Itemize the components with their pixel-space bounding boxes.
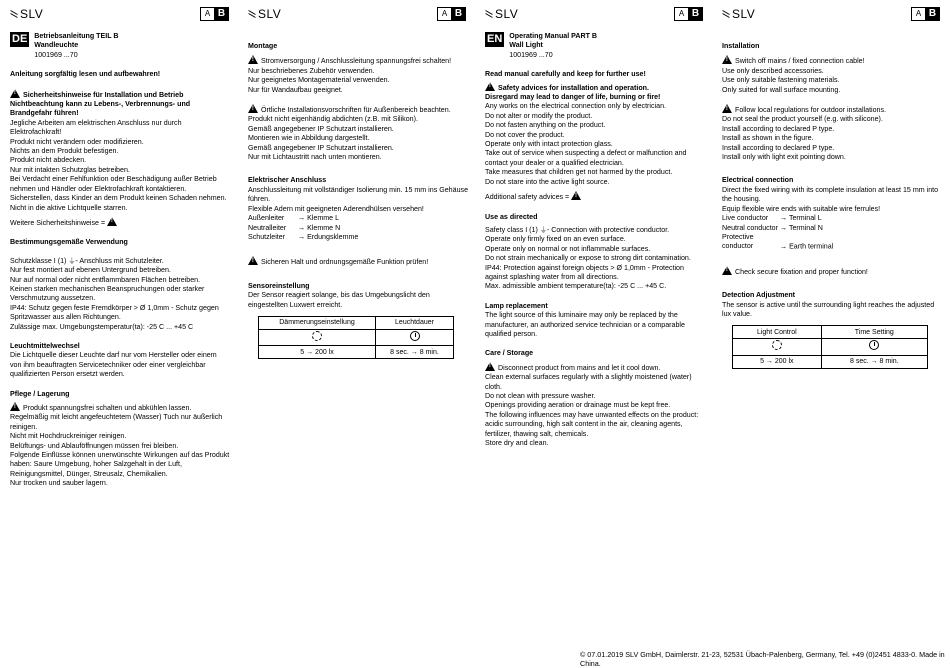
terminal-label: Klemme N: [307, 223, 341, 232]
use-line: - Connection with protective conductor.: [546, 225, 670, 234]
conductor-label: Neutral conductor: [722, 223, 778, 232]
care-line: Nicht mit Hochdruckreiniger reinigen.: [10, 432, 127, 441]
table-cell: 5 → 200 lx: [733, 355, 822, 368]
terminal-label: Terminal N: [788, 223, 823, 232]
de-column-2: Montage !Stromversorgung / Anschlussleitung spannungsfrei schalten! Nur beschriebenes Zubehör verwenden. Nur geeignetes Montagematerial verwenden. Nur für Wandaufbau geeignet. !Örtliche Installationsvorschriften für Außenbereich beachten. Produkt nicht eigenhändig abdichten (z.B. mit Silikon). Gemäß angegebener IP Schutzart installieren. Montieren wie in Abbildung dargestellt. Gemäß angegebener IP Schutzart installieren. Nur mit Lichtaustritt nach unten montieren. Elektrischer Anschluss Anschlussleitung mit vollständiger Isolierung min. 15 mm ins Gehäuse führen. Flexible Adern mit geeigneten Aderendhülsen versehen! Außenleiter → Klemme L Neutralleiter → Klemme N Schutzleiter → Erdungsklemme !Sicheren Halt und ordnungsgemäße Funktion prüfen! Sensoreinstellung Der Sensor reagiert solange, bis das Umgebungslicht den eingestellten Luxwert erreicht. Dämmerungseinstellung Leuchtdauer 5 → 200 lx 8 sec. → 8 min.: [248, 0, 468, 359]
warning-icon: [248, 104, 258, 113]
mont-line: Montieren wie in Abbildung dargestellt.: [248, 134, 370, 143]
care-line: The following influences may have unwanted effects on the product: acidic surrounding, high salt content in the air, cleaning agents, fertilizer, thawing salt, chemicals.: [485, 410, 699, 438]
care-line: Belüftungs- und Ablauföffnungen müssen frei bleiben.: [10, 441, 179, 450]
use-line: Max. admissible ambient temperature(ta): -25 C ... +45 C.: [485, 282, 667, 291]
clock-icon: [410, 331, 420, 341]
brand-logo: SLV: [10, 7, 43, 21]
manual-title: Operating Manual PART B: [509, 32, 598, 40]
care-line: Produkt spannungsfrei schalten und abkühlen lassen.: [23, 404, 192, 412]
product-name: Wandleuchte: [34, 41, 79, 50]
safety-warning: Disregard may lead to danger of life, burning or fire!: [485, 93, 661, 102]
safety-line: Produkt nicht verändern oder modifizieren.: [10, 137, 144, 146]
warning-icon: [107, 217, 117, 226]
brand-logo: SLV: [485, 7, 518, 21]
lamp-text: Die Lichtquelle dieser Leuchte darf nur vom Hersteller oder einem von ihm beauftragten Servicetechniker oder einer vergleichbar qualifizierten Person ersetzt werden.: [10, 351, 217, 379]
sensor-text: Der Sensor reagiert solange, bis das Umgebungslicht den eingestellten Luxwert erreicht.: [248, 291, 430, 309]
part-indicator: A B: [200, 7, 229, 21]
care-line: Folgende Einflüsse können unerwünschte Wirkungen auf das Produkt haben: Saure Umgebung, hoher Salzgehalt in der Luft, Reinigungsmittel, Dünger, Streusalz, Chemikalien.: [10, 451, 230, 478]
mont-line: Switch off mains / fixed connection cable!: [735, 57, 865, 66]
care-line: Openings providing aeration or drainage must be kept free.: [485, 401, 671, 410]
elec-heading: Elektrischer Anschluss: [248, 176, 327, 185]
care-line: Clean external surfaces regularly with a slightly moistened (water) cloth.: [485, 373, 692, 391]
safety-line: Nicht in die aktive Lichtquelle starren.: [10, 203, 128, 212]
warning-icon: [248, 55, 258, 64]
safety-line: Do not fasten anything on the product.: [485, 121, 606, 130]
safety-line: Nur mit intakten Schutzglas betreiben.: [10, 165, 130, 174]
table-header: Time Setting: [821, 326, 927, 339]
care-line: Nur trocken und sauber lagern.: [10, 479, 108, 488]
safety-line: Produkt nicht abdecken.: [10, 156, 87, 165]
warning-icon: [571, 191, 581, 200]
safety-line: Bei Verdacht einer Fehlfunktion oder Beschädigung außer Betrieb nehmen und Händler oder Elektrofachkraft kontaktieren.: [10, 175, 217, 193]
care-line: Disconnect product from mains and let it cool down.: [498, 363, 661, 372]
use-line: - Anschluss mit Schutzleiter.: [75, 256, 164, 265]
elec-line: Equip flexible wire ends with suitable wire ferrules!: [722, 204, 881, 213]
elec-line: Direct the fixed wiring with its complete insulation at least 15 mm into the housing.: [722, 185, 939, 204]
table-cell: 8 sec. → 8 min.: [821, 355, 927, 368]
read-notice: Anleitung sorgfältig lesen und aufbewahren!: [10, 70, 161, 79]
mont-line: Nur geeignetes Montagematerial verwenden.: [248, 76, 390, 85]
part-indicator: A B: [437, 7, 466, 21]
brand-logo: SLV: [722, 7, 755, 21]
read-notice: Read manual carefully and keep for further use!: [485, 70, 646, 79]
mont-heading: Installation: [722, 42, 760, 50]
mont-line: Gemäß angegebener IP Schutzart installieren.: [248, 143, 394, 152]
mont-line: Stromversorgung / Anschlussleitung spannungsfrei schalten!: [261, 57, 452, 66]
conductor-label: Neutralleiter: [248, 223, 287, 232]
de-header: [10, 32, 230, 60]
sun-icon: [772, 340, 782, 350]
safety-line: Do not cover the product.: [485, 130, 565, 139]
use-line: Operate only firmly fixed on an even surface.: [485, 235, 626, 244]
use-line: Nur auf normal oder nicht entflammbaren Flächen betreiben.: [10, 275, 201, 284]
mont-line: Örtliche Installationsvorschriften für Außenbereich beachten.: [261, 106, 451, 115]
warning-icon: [722, 266, 732, 275]
product-name: Wall Light: [509, 41, 543, 50]
mont-line: Install according to declared P type.: [722, 143, 835, 152]
safety-heading: Safety advices for installation and operation.: [498, 83, 649, 92]
sensor-table: [258, 316, 454, 359]
footer: © 07.01.2019 SLV GmbH, Daimlerstr. 21-23, 52531 Übach-Palenberg, Germany, Tel. +49 (0)2451 4833-0. Made in China.: [580, 650, 945, 668]
use-line: Do not strain mechanically or expose to strong dirt contamination.: [485, 254, 691, 263]
use-line: Zulässige max. Umgebungstemperatur(ta): -25 C ... +45 C: [10, 322, 194, 331]
mont-line: Do not seal the product yourself (e.g. with silicone).: [722, 115, 883, 124]
lamp-heading: Lamp replacement: [485, 301, 548, 310]
safety-line: Nichts an dem Produkt befestigen.: [10, 147, 119, 156]
safety-line: Any works on the electrical connection only by electrician.: [485, 102, 666, 111]
table-cell: 8 sec. → 8 min.: [376, 346, 454, 359]
warning-icon: [10, 89, 20, 98]
lang-badge: DE: [12, 33, 28, 45]
sensor-text: The sensor is active until the surrounding light reaches the adjusted lux value.: [722, 300, 935, 318]
mont-line: Gemäß angegebener IP Schutzart installieren.: [248, 124, 394, 133]
conductor-label: Schutzleiter: [248, 232, 286, 241]
use-line: Nur fest montiert auf ebenen Untergrund betreiben.: [10, 266, 171, 275]
lamp-heading: Leuchtmittelwechsel: [10, 341, 80, 350]
warning-icon: [248, 256, 258, 265]
part-indicator: A B: [674, 7, 703, 21]
mont-line: Use only suitable fastening materials.: [722, 76, 840, 85]
mont-line: Use only described accessories.: [722, 66, 824, 75]
warning-icon: [722, 55, 732, 64]
conductor-label: Protective conductor: [722, 232, 754, 251]
en-column-2: Installation !Switch off mains / fixed connection cable! Use only described accessories. Use only suitable fastening materials. Only suited for wall surface mounting. !Follow local regulations for outdoor installations. Do not seal the product yourself (e.g. with silicone). Install according to declared P type. Install as shown in the figure. Install according to declared P type. Install only with light exit pointing down. Electrical connection Direct the fixed wiring with its complete insulation at least 15 mm into the housing. Equip flexible wire ends with suitable wire ferrules! Live conductor → Terminal L Neutral conductor → Terminal N Protective conductor → Earth terminal !Check secure fixation and proper function! Detection Adjustment The sensor is active until the surrounding light reaches the adjusted lux value. Light Control Time Setting 5 → 200 lx 8 sec. → 8 min.: [722, 0, 942, 369]
table-header: Dämmerungseinstellung: [259, 316, 376, 329]
use-line: Safety class I (1): [485, 225, 538, 234]
use-line: Operate only on normal or not inflammable surfaces.: [485, 244, 651, 253]
terminal-label: Erdungsklemme: [307, 232, 359, 241]
warning-icon: [10, 402, 20, 411]
sensor-table: [732, 325, 928, 368]
care-heading: Pflege / Lagerung: [10, 389, 70, 398]
lang-badge: EN: [487, 33, 503, 45]
safety-line: Do not stare into the active light source.: [485, 177, 610, 186]
mont-line: Install according to declared P type.: [722, 124, 835, 133]
care-line: Store dry and clean.: [485, 439, 549, 448]
safety-line: Jegliche Arbeiten am elektrischen Anschluss nur durch Elektrofachkraft!: [10, 118, 182, 137]
en-header: [485, 32, 705, 60]
mont-line: Only suited for wall surface mounting.: [722, 85, 841, 94]
use-heading: Use as directed: [485, 212, 538, 221]
safety-line: Take out of service when suspecting a defect or malfunction and contact your dealer or a qualified electrician.: [485, 149, 687, 167]
mont-heading: Montage: [248, 42, 278, 50]
conductor-label: Außenleiter: [248, 214, 285, 223]
manual-title: Betriebsanleitung TEIL B: [34, 32, 119, 40]
use-line: Schutzklasse I (1): [10, 256, 67, 265]
warning-icon: [485, 362, 495, 371]
mont-line: Nur beschriebenes Zubehör verwenden.: [248, 66, 375, 75]
sun-icon: [312, 331, 322, 341]
elec-line: Flexible Adern mit geeigneten Aderendhülsen versehen!: [248, 204, 424, 213]
safety-line: Do not alter or modify the product.: [485, 111, 593, 120]
use-line: IP44: Protection against foreign objects > Ø 1,0mm - Protection against splashing water from all directions.: [485, 263, 684, 281]
safety-line: Sicherstellen, dass Kinder an dem Produkt keinen Schaden nehmen.: [10, 194, 227, 203]
warning-icon: [722, 104, 732, 113]
use-heading: Bestimmungsgemäße Verwendung: [10, 238, 128, 247]
brand-logo: SLV: [248, 7, 281, 21]
terminal-label: Terminal L: [788, 214, 822, 223]
mont-line: Nur mit Lichtaustritt nach unten montieren.: [248, 153, 382, 162]
safety-warning: Nichtbeachtung kann zu Lebens-, Verbrennungs- und Brandgefahr führen!: [10, 100, 191, 118]
warning-icon: [485, 82, 495, 91]
use-line: Keinen starken mechanischen Beanspruchungen oder starker Verschmutzung aussetzen.: [10, 284, 205, 303]
sensor-heading: Detection Adjustment: [722, 291, 796, 300]
mont-line: Produkt nicht eigenhändig abdichten (z.B. mit Silikon).: [248, 115, 418, 124]
terminal-label: Earth terminal: [789, 242, 834, 251]
terminal-label: Klemme L: [307, 214, 340, 223]
mont-line: Install as shown in the figure.: [722, 134, 814, 143]
lamp-text: The light source of this luminaire may only be replaced by the manufacturer, an authorized service technician or a comparable qualified person.: [485, 311, 685, 338]
sensor-heading: Sensoreinstellung: [248, 281, 310, 290]
care-line: Regelmäßig mit leicht angefeuchtetem (Wasser) Tuch nur äußerlich reinigen.: [10, 413, 223, 431]
clock-icon: [869, 340, 879, 350]
table-header: Leuchtdauer: [376, 316, 454, 329]
more-safety: Weitere Sicherheitshinweise =: [10, 218, 106, 227]
table-header: Light Control: [733, 326, 822, 339]
conductor-label: Live conductor: [722, 214, 769, 223]
product-code: 1001969 ...70: [509, 50, 553, 59]
de-column-1: [10, 0, 230, 489]
use-line: IP44: Schutz gegen feste Fremdkörper > Ø 1,0mm - Schutz gegen Spritzwasser aus allen Richtungen.: [10, 303, 219, 322]
care-line: Do not clean with pressure washer.: [485, 392, 596, 400]
care-heading: Care / Storage: [485, 349, 534, 358]
safety-line: Operate only with intact protection glass.: [485, 140, 613, 149]
en-column-1: [485, 0, 705, 448]
protective-earth-icon: ⏚: [539, 225, 547, 234]
elec-line: Anschlussleitung mit vollständiger Isolierung min. 15 mm ins Gehäuse führen.: [248, 185, 469, 204]
protective-earth-icon: ⏚: [68, 256, 76, 265]
mont-line: Follow local regulations for outdoor installations.: [735, 106, 887, 115]
mont-line: Nur für Wandaufbau geeignet.: [248, 85, 343, 94]
check-text: Check secure fixation and proper function!: [735, 267, 868, 276]
product-code: 1001969 ...70: [34, 50, 78, 59]
safety-heading: Sicherheitshinweise für Installation und Betrieb: [23, 90, 184, 99]
safety-line: Take measures that children get not harmed by the product.: [485, 168, 673, 177]
more-safety: Additional safety advices =: [485, 193, 570, 202]
mont-line: Install only with light exit pointing down.: [722, 153, 846, 162]
elec-heading: Electrical connection: [722, 176, 794, 185]
check-text: Sicheren Halt und ordnungsgemäße Funktion prüfen!: [261, 258, 429, 267]
part-indicator: A B: [911, 7, 940, 21]
table-cell: 5 → 200 lx: [259, 346, 376, 359]
